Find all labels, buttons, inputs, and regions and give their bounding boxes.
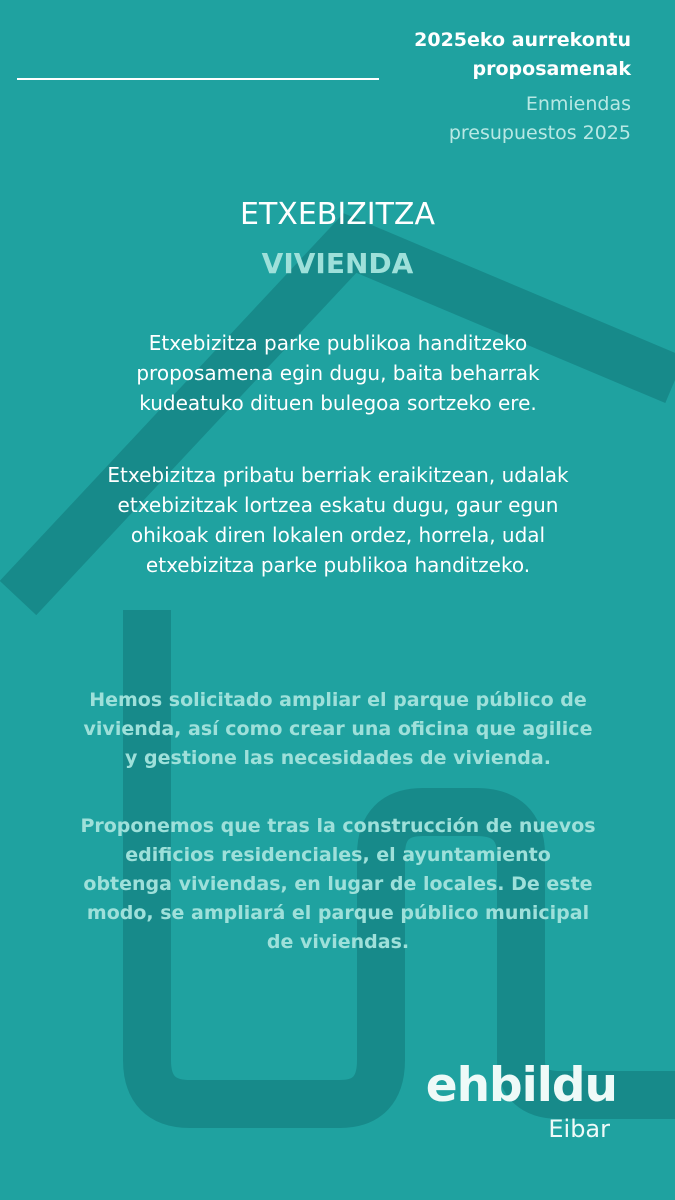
text-line: Etxebizitza pribatu berriak eraikitzean, udalak: [107, 463, 569, 487]
text-line: etxebizitza parke publikoa handitzeko.: [145, 553, 531, 577]
text-line: proposamena egin dugu, baita beharrak: [136, 361, 540, 385]
header-spanish-line-1: Enmiendas: [525, 93, 631, 115]
text-line: Etxebizitza parke publikoa handitzeko: [148, 331, 528, 355]
text-line: edificios residenciales, el ayuntamiento: [125, 844, 551, 866]
text-line: obtenga viviendas, en lugar de locales. De este: [83, 873, 593, 895]
spanish-paragraph-1: [58, 686, 618, 773]
ehbildu-logo: ehbildu: [425, 1058, 617, 1113]
basque-paragraph-2: [58, 460, 618, 580]
text-line: modo, se ampliará el parque público municipal: [86, 902, 590, 924]
text-line: y gestione las necesidades de vivienda.: [125, 747, 551, 769]
page-title-basque: ETXEBIZITZA: [239, 197, 435, 232]
text-line: de viviendas.: [266, 931, 410, 953]
location-label: Eibar: [548, 1115, 610, 1143]
text-line: Hemos solicitado ampliar el parque público de: [89, 689, 587, 711]
header-divider: [17, 78, 379, 80]
spanish-paragraph-2: [58, 812, 618, 957]
text-line: etxebizitzak lortzea eskatu dugu, gaur egun: [117, 493, 559, 517]
text-line: vivienda, así como crear una oficina que agilice: [83, 718, 593, 740]
header-spanish-line-2: presupuestos 2025: [448, 122, 631, 144]
text-line: ohikoak diren lokalen ordez, horrela, udal: [130, 523, 546, 547]
header-spanish: [351, 90, 631, 148]
text-line: Proponemos que tras la construcción de nuevos: [80, 815, 596, 837]
header-basque-line-1: 2025eko aurrekontu: [414, 29, 631, 51]
basque-paragraph-1: [58, 328, 618, 418]
page-title-spanish: VIVIENDA: [261, 247, 414, 280]
header-basque: [351, 26, 631, 84]
text-line: kudeatuko dituen bulegoa sortzeko ere.: [139, 391, 537, 415]
header-basque-line-2: proposamenak: [472, 58, 631, 80]
